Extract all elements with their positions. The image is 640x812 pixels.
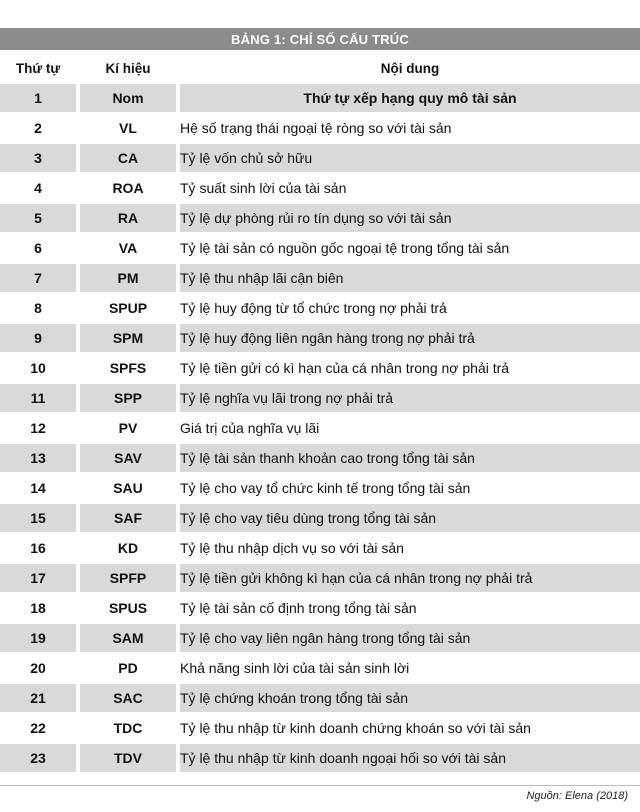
table-row — [0, 144, 640, 172]
row-symbol: PV — [80, 414, 176, 442]
row-order: 22 — [0, 714, 76, 742]
row-symbol: PM — [80, 264, 176, 292]
row-content: Tỷ lệ dự phòng rủi ro tín dụng so với tài sản — [180, 204, 640, 232]
row-symbol: Nom — [80, 84, 176, 112]
row-order: 15 — [0, 504, 76, 532]
row-symbol: VL — [80, 114, 176, 142]
table-row — [0, 204, 640, 232]
table-row — [0, 114, 640, 142]
source-note: Nguồn: Elena (2018) — [526, 790, 628, 802]
row-order: 21 — [0, 684, 76, 712]
row-symbol: SAV — [80, 444, 176, 472]
row-order: 17 — [0, 564, 76, 592]
row-content: Tỷ lệ cho vay liên ngân hàng trong tổng tài sản — [180, 624, 640, 652]
row-symbol: SPFS — [80, 354, 176, 382]
row-order: 11 — [0, 384, 76, 412]
table-row — [0, 414, 640, 442]
header-content: Nội dung — [180, 54, 640, 82]
row-content: Tỷ lệ tiền gửi có kì hạn của cá nhân trong nợ phải trả — [180, 354, 640, 382]
table-row — [0, 744, 640, 772]
row-content: Tỷ lệ vốn chủ sở hữu — [180, 144, 640, 172]
row-symbol: VA — [80, 234, 176, 262]
row-symbol: PD — [80, 654, 176, 682]
row-content: Tỷ lệ huy động liên ngân hàng trong nợ phải trả — [180, 324, 640, 352]
row-content: Tỷ lệ thu nhập dịch vụ so với tài sản — [180, 534, 640, 562]
table-row — [0, 354, 640, 382]
table-title: BẢNG 1: CHỈ SỐ CẤU TRÚC — [0, 28, 640, 50]
row-content: Tỷ lệ nghĩa vụ lãi trong nợ phải trả — [180, 384, 640, 412]
row-content: Khả năng sinh lời của tài sản sinh lời — [180, 654, 640, 682]
row-content: Tỷ lệ huy động từ tổ chức trong nợ phải trả — [180, 294, 640, 322]
row-symbol: SPFP — [80, 564, 176, 592]
row-symbol: SAC — [80, 684, 176, 712]
row-content: Tỷ lệ tài sản có nguồn gốc ngoại tệ trong tổng tài sản — [180, 234, 640, 262]
row-symbol: SPP — [80, 384, 176, 412]
header-symbol: Kí hiệu — [80, 54, 176, 82]
row-order: 9 — [0, 324, 76, 352]
row-content: Tỷ lệ tài sản cố định trong tổng tài sản — [180, 594, 640, 622]
row-symbol: ROA — [80, 174, 176, 202]
table-row — [0, 324, 640, 352]
row-order: 7 — [0, 264, 76, 292]
table-row — [0, 714, 640, 742]
row-content: Tỷ lệ chứng khoán trong tổng tài sản — [180, 684, 640, 712]
row-order: 19 — [0, 624, 76, 652]
table-row — [0, 84, 640, 112]
row-order: 5 — [0, 204, 76, 232]
row-content: Tỷ suất sinh lời của tài sản — [180, 174, 640, 202]
row-symbol: SAM — [80, 624, 176, 652]
row-order: 13 — [0, 444, 76, 472]
table-header-row — [0, 54, 640, 82]
table-row — [0, 624, 640, 652]
table-row — [0, 534, 640, 562]
row-content: Tỷ lệ thu nhập từ kinh doanh chứng khoán so với tài sản — [180, 714, 640, 742]
bottom-rule — [0, 785, 640, 786]
row-order: 4 — [0, 174, 76, 202]
table-row — [0, 654, 640, 682]
row-order: 14 — [0, 474, 76, 502]
row-order: 2 — [0, 114, 76, 142]
row-symbol: SPM — [80, 324, 176, 352]
row-content: Giá trị của nghĩa vụ lãi — [180, 414, 640, 442]
row-content: Tỷ lệ tiền gửi không kì hạn của cá nhân trong nợ phải trả — [180, 564, 640, 592]
table-row — [0, 444, 640, 472]
row-content: Thứ tự xếp hạng quy mô tài sản — [180, 84, 640, 112]
row-order: 23 — [0, 744, 76, 772]
row-content: Tỷ lệ cho vay tiêu dùng trong tổng tài sản — [180, 504, 640, 532]
row-content: Tỷ lệ thu nhập từ kinh doanh ngoại hối so với tài sản — [180, 744, 640, 772]
structure-index-table — [0, 52, 640, 774]
row-symbol: SPUS — [80, 594, 176, 622]
table-row — [0, 474, 640, 502]
row-order: 6 — [0, 234, 76, 262]
table-row — [0, 234, 640, 262]
row-content: Tỷ lệ cho vay tổ chức kinh tế trong tổng tài sản — [180, 474, 640, 502]
table-row — [0, 504, 640, 532]
header-order: Thứ tự — [0, 54, 76, 82]
table-row — [0, 264, 640, 292]
row-symbol: KD — [80, 534, 176, 562]
row-order: 16 — [0, 534, 76, 562]
row-order: 12 — [0, 414, 76, 442]
row-symbol: TDV — [80, 744, 176, 772]
row-order: 3 — [0, 144, 76, 172]
table-row — [0, 594, 640, 622]
table-row — [0, 294, 640, 322]
row-symbol: CA — [80, 144, 176, 172]
table-row — [0, 564, 640, 592]
row-symbol: RA — [80, 204, 176, 232]
row-symbol: SAU — [80, 474, 176, 502]
row-symbol: SAF — [80, 504, 176, 532]
row-symbol: SPUP — [80, 294, 176, 322]
row-order: 1 — [0, 84, 76, 112]
table-row — [0, 384, 640, 412]
row-order: 20 — [0, 654, 76, 682]
row-content: Tỷ lệ thu nhập lãi cận biên — [180, 264, 640, 292]
row-order: 18 — [0, 594, 76, 622]
row-content: Tỷ lệ tài sản thanh khoản cao trong tổng tài sản — [180, 444, 640, 472]
row-content: Hệ số trạng thái ngoại tệ ròng so với tài sản — [180, 114, 640, 142]
table-row — [0, 684, 640, 712]
row-order: 8 — [0, 294, 76, 322]
table-row — [0, 174, 640, 202]
row-order: 10 — [0, 354, 76, 382]
row-symbol: TDC — [80, 714, 176, 742]
